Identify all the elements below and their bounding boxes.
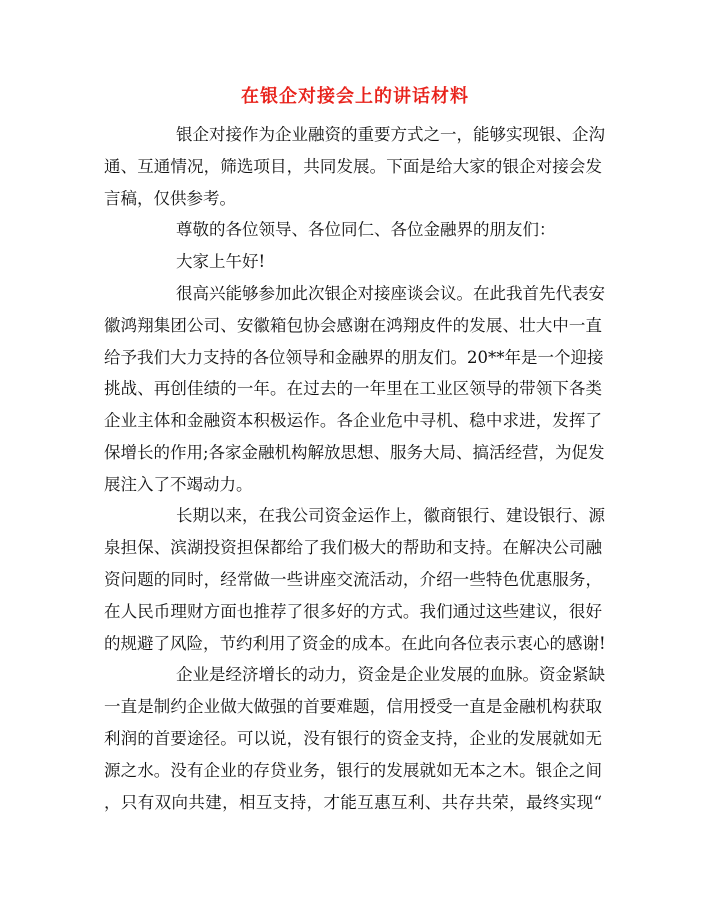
paragraph-line: 长期以来，在我公司资金运作上，徽商银行、建设银行、源	[176, 506, 605, 525]
paragraph-line: 利润的首要途径。可以说，没有银行的资金支持，企业的发展就如无	[104, 729, 602, 748]
document-title: 在银企对接会上的讲话材料	[241, 86, 469, 107]
paragraph-line: 企业是经济增长的动力，资金是企业发展的血脉。资金紧缺	[176, 665, 605, 684]
paragraph-line: 在人民币理财方面也推荐了很多好的方式。我们通过这些建议，很好	[104, 602, 602, 621]
paragraph-line: ，只有双向共建，相互支持，才能互惠互利、共存共荣，最终实现“	[104, 793, 602, 812]
paragraph-line: 徽鸿翔集团公司、安徽箱包协会感谢在鸿翔皮件的发展、壮大中一直	[104, 316, 602, 335]
paragraph-line: 一直是制约企业做大做强的首要难题，信用授受一直是金融机构获取	[104, 697, 602, 716]
paragraph-line: 的规避了风险，节约利用了资金的成本。在此向各位表示衷心的感谢!	[104, 634, 606, 653]
paragraph-line: 资问题的同时，经常做一些讲座交流活动，介绍一些特色优惠服务，	[104, 570, 602, 589]
paragraph-line: 保增长的作用;各家金融机构解放思想、服务大局、搞活经营，为促发	[104, 443, 605, 462]
paragraph-line: 很高兴能够参加此次银企对接座谈会议。在此我首先代表安	[176, 284, 605, 303]
paragraph-line: 泉担保、滨湖投资担保都给了我们极大的帮助和支持。在解决公司融	[104, 538, 602, 557]
paragraph-line: 大家上午好!	[176, 252, 266, 271]
paragraph-line: 源之水。没有企业的存贷业务，银行的发展就如无本之木。银企之间	[104, 761, 602, 780]
paragraph-line: 挑战、再创佳绩的一年。在过去的一年里在工业区领导的带领下各类	[104, 379, 602, 398]
paragraph-line: 言稿，仅供参考。	[104, 189, 236, 208]
paragraph-line: 通、互通情况，筛选项目，共同发展。下面是给大家的银企对接会发	[104, 157, 602, 176]
paragraph-line: 企业主体和金融资本积极运作。各企业危中寻机、稳中求进，发挥了	[104, 411, 602, 430]
paragraph-line: 银企对接作为企业融资的重要方式之一，能够实现银、企沟	[176, 125, 605, 144]
paragraph-line: 给予我们大力支持的各位领导和金融界的朋友们。20**年是一个迎接	[104, 348, 604, 367]
paragraph-line: 展注入了不竭动力。	[104, 475, 253, 494]
paragraph-line: 尊敬的各位领导、各位同仁、各位金融界的朋友们：	[176, 220, 556, 239]
